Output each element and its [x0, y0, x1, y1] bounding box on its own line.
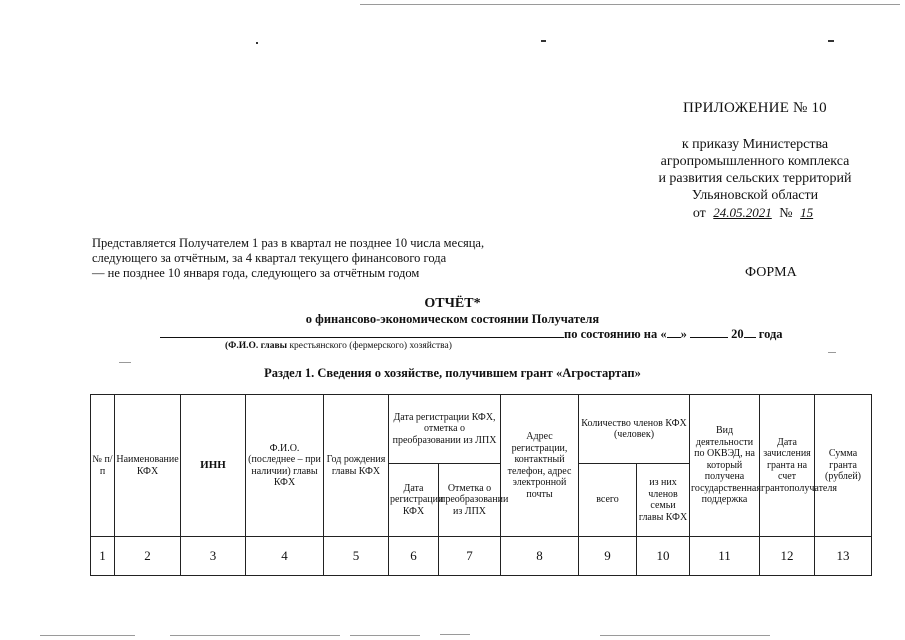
fio-caption — [225, 341, 452, 351]
column-number: 6 — [389, 537, 439, 576]
column-number: 10 — [637, 537, 690, 576]
header-birth-year: Год рождения главы КФХ — [324, 395, 389, 537]
scan-speck — [828, 40, 834, 42]
table-header-row — [91, 395, 872, 464]
number-sign: № — [779, 206, 793, 221]
column-number: 1 — [91, 537, 115, 576]
header-fio: Ф.И.О. (последнее – при наличии) главы КФХ — [246, 395, 324, 537]
column-number: 4 — [246, 537, 324, 576]
instruction-line: — не позднее 10 января года, следующего за отчётным годом — [92, 266, 420, 280]
scan-edge-line — [350, 635, 420, 636]
day-blank[interactable] — [667, 326, 681, 338]
appendix-title: ПРИЛОЖЕНИЕ № 10 — [683, 100, 827, 116]
month-blank[interactable] — [690, 326, 728, 338]
scan-edge-line — [440, 634, 470, 635]
scan-speck — [256, 42, 258, 44]
recipient-name-blank[interactable] — [160, 326, 564, 338]
column-number: 9 — [579, 537, 637, 576]
column-number: 3 — [181, 537, 246, 576]
header-members-family: из них членов семьи главы КФХ — [637, 464, 690, 537]
scan-edge-line — [360, 4, 900, 5]
header-members-group: Количество членов КФХ (человек) — [579, 395, 690, 464]
column-number: 8 — [501, 537, 579, 576]
header-grant-date: Дата зачисления гранта на счет грантополучателя — [760, 395, 815, 537]
header-inn: ИНН — [181, 395, 246, 537]
scan-edge-line — [40, 635, 135, 636]
table-row — [91, 537, 872, 576]
date-prefix: от — [692, 206, 706, 221]
year-suffix: года — [758, 327, 783, 341]
order-line: Ульяновской области — [691, 188, 819, 203]
column-number: 13 — [815, 537, 872, 576]
order-line: к приказу Министерства — [681, 137, 829, 152]
year-prefix: 20 — [731, 327, 744, 341]
year-blank[interactable] — [744, 326, 756, 338]
header-num: № п/п — [91, 395, 115, 537]
header-grant-sum: Сумма гранта (рублей) — [815, 395, 872, 537]
section-heading: Раздел 1. Сведения о хозяйстве, получившем грант «Агростартап» — [264, 366, 641, 380]
handwritten-number: 15 — [800, 205, 814, 220]
header-registration-date: Дата регистрации КФХ — [389, 464, 439, 537]
header-name: Наименование КФХ — [115, 395, 181, 537]
order-reference — [640, 136, 870, 222]
header-address: Адрес регистрации, контактный телефон, адрес электронной почты — [501, 395, 579, 537]
header-okved: Вид деятельности по ОКВЭД, на который получена государственная поддержка — [690, 395, 760, 537]
status-prefix: по состоянию на « — [564, 327, 667, 341]
order-line: агропромышленного комплекса — [660, 154, 850, 169]
fio-caption-bold: (Ф.И.О. главы — [225, 341, 288, 351]
order-date-line — [640, 204, 870, 222]
fio-caption-normal: крестьянского (фермерского) хозяйства) — [287, 341, 452, 351]
submission-instructions — [92, 236, 484, 281]
header-conversion-mark: Отметка о преобразовании из ЛПХ — [439, 464, 501, 537]
instruction-line: следующего за отчётным, за 4 квартал текущего финансового года — [92, 251, 447, 265]
status-mid: » — [680, 327, 687, 341]
report-subtitle: о финансово-экономическом состоянии Получателя — [305, 312, 600, 326]
column-number: 12 — [760, 537, 815, 576]
farm-info-table — [90, 394, 872, 576]
header-registration-group: Дата регистрации КФХ, отметка о преобразовании из ЛПХ — [389, 395, 501, 464]
column-number: 7 — [439, 537, 501, 576]
column-number: 2 — [115, 537, 181, 576]
column-number: 5 — [324, 537, 389, 576]
handwritten-date: 24.05.2021 — [713, 205, 772, 220]
header-members-total: всего — [579, 464, 637, 537]
scan-edge-line — [170, 635, 340, 636]
form-label: ФОРМА — [745, 265, 797, 280]
instruction-line: Представляется Получателем 1 раз в квартал не позднее 10 числа месяца, — [92, 236, 485, 250]
scan-speck — [828, 352, 836, 353]
column-number: 11 — [690, 537, 760, 576]
scan-speck — [541, 40, 546, 42]
scan-speck — [119, 362, 131, 363]
order-line: и развития сельских территорий — [658, 171, 852, 186]
status-date-line — [160, 326, 783, 342]
report-title: ОТЧЁТ* — [424, 296, 481, 311]
scan-edge-line — [600, 635, 770, 636]
